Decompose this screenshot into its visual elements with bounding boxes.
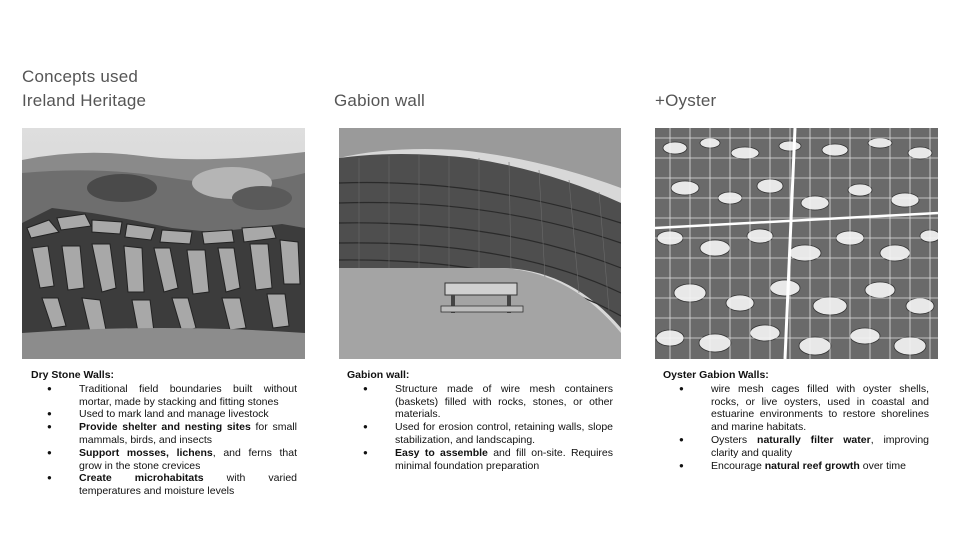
bullet-item: [663, 383, 929, 434]
oyster-gabion-section: [663, 369, 929, 472]
section-title: Oyster Gabion Walls:: [663, 369, 769, 381]
oyster-gabion-photo: [655, 128, 938, 359]
bold-text: Create microhabitats: [79, 472, 204, 485]
bold-text: naturally filter water: [757, 433, 871, 446]
bullet-item: [31, 408, 297, 421]
section-title: Gabion wall:: [347, 369, 410, 381]
text: Encourage: [711, 459, 765, 472]
text: Structure made of wire mesh containers (baskets) filled with rocks, stones, or other materials.: [395, 382, 613, 421]
bullet-item: [347, 421, 613, 447]
text: Oysters: [711, 433, 758, 446]
text: over time: [859, 459, 906, 472]
bold-text: Support mosses, lichens: [79, 446, 213, 459]
heading-gabion-wall: Gabion wall: [334, 91, 426, 110]
bullet-item: [31, 472, 297, 498]
heading-ireland-heritage: Ireland Heritage: [22, 91, 147, 110]
bullet-item: [663, 434, 929, 460]
bullet-list: [31, 383, 297, 498]
text: , improving clarity and quality: [711, 433, 929, 459]
text: Used for erosion control, retaining walls, slope stabilization, and landscaping.: [395, 421, 613, 446]
text: Traditional field boundaries built without mortar, made by stacking and fitting stones: [79, 382, 297, 408]
heading-oyster: +Oyster: [655, 91, 717, 110]
bullet-item: [31, 383, 297, 409]
text: Used to mark land and manage livestock: [79, 408, 269, 421]
section-title: Dry Stone Walls:: [31, 369, 115, 381]
bullet-item: [347, 447, 613, 473]
text: and fill on-site. Requires minimal foundation preparation: [395, 446, 613, 472]
text: wire mesh cages filled with oyster shells, rocks, or live oysters, used in coastal and estuarine environments to restore shorelines and marine habitats.: [711, 382, 929, 434]
bullet-item: [663, 460, 929, 473]
bullet-list: [663, 383, 929, 473]
bold-text: Easy to assemble: [395, 446, 488, 459]
text: with varied temperatures and moisture levels: [79, 472, 298, 498]
bold-text: natural reef growth: [764, 459, 860, 472]
dry-stone-walls-section: [31, 369, 297, 498]
heading-concepts-used: Concepts used: [22, 67, 139, 86]
bullet-item: [31, 421, 297, 447]
bullet-list: [347, 383, 613, 473]
bold-text: Provide shelter and nesting sites: [79, 421, 251, 434]
gabion-wall-section: [347, 369, 613, 472]
bullet-item: [31, 447, 297, 473]
dry-stone-wall-photo: [22, 128, 305, 359]
text: , and ferns that grow in the stone crevices: [79, 446, 297, 472]
gabion-wall-photo: [339, 128, 621, 359]
text: for small mammals, birds, and insects: [79, 421, 297, 446]
bullet-item: [347, 383, 613, 421]
